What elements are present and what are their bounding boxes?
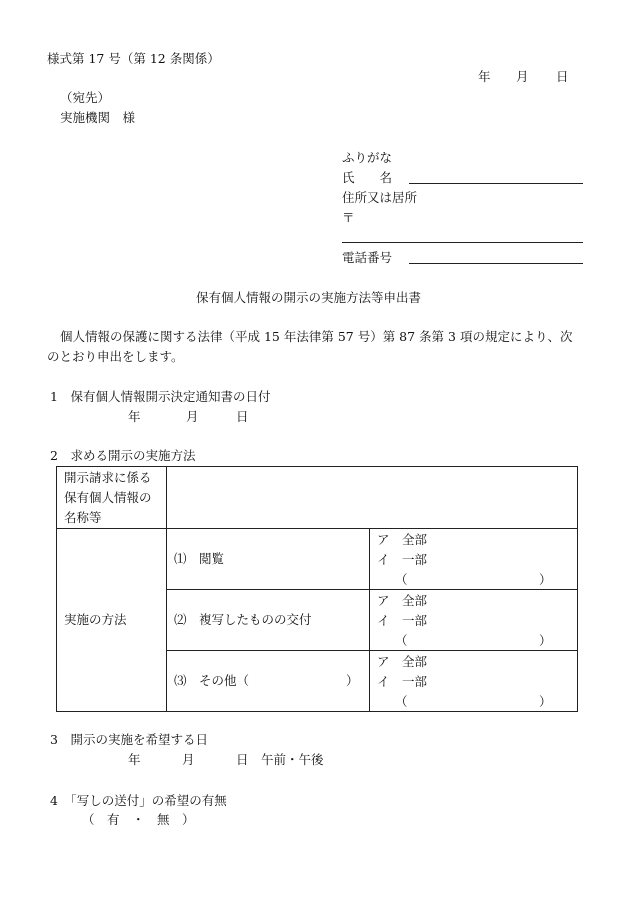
addressee: 実施機関 様 bbox=[60, 110, 136, 125]
method-2-paren-open: （ bbox=[395, 633, 408, 648]
section1-heading: 1 保有個人情報開示決定通知書の日付 bbox=[50, 389, 271, 404]
method-3-option-all[interactable]: ア 全部 bbox=[377, 654, 428, 669]
name-field[interactable] bbox=[409, 183, 583, 184]
method-1-paren-open: （ bbox=[395, 572, 408, 587]
method-1-options[interactable] bbox=[370, 529, 578, 590]
furigana-label: ふりがな bbox=[342, 150, 393, 165]
phone-field[interactable] bbox=[409, 263, 583, 264]
section3-month: 月 bbox=[182, 752, 195, 767]
section3-heading: 3 開示の実施を希望する日 bbox=[50, 732, 208, 747]
section1-year: 年 bbox=[128, 409, 141, 424]
info-name-label-line3: 名称等 bbox=[64, 509, 102, 525]
section3-day: 日 bbox=[236, 752, 249, 767]
method-3-paren-close: ） bbox=[539, 694, 552, 709]
date-month-label: 月 bbox=[516, 69, 529, 84]
postal-mark: 〒 bbox=[342, 210, 355, 225]
section1-day: 日 bbox=[236, 409, 249, 424]
method-1-paren-close: ） bbox=[539, 572, 552, 587]
info-name-label bbox=[57, 467, 167, 529]
address-label: 住所又は居所 bbox=[342, 190, 418, 205]
method-3-label-close: ） bbox=[346, 673, 359, 688]
form-number: 様式第 17 号（第 12 条関係） bbox=[47, 51, 220, 66]
method-2-option-part[interactable]: イ 一部 bbox=[377, 613, 428, 628]
method-1-label: ⑴ 閲覧 bbox=[167, 529, 370, 590]
method-2-option-all[interactable]: ア 全部 bbox=[377, 593, 428, 608]
method-3-options[interactable] bbox=[370, 651, 578, 712]
info-name-label-line1: 開示請求に係る bbox=[64, 469, 152, 485]
date-day-label: 日 bbox=[556, 69, 569, 84]
address-field[interactable] bbox=[342, 242, 583, 243]
intro-line-2: のとおり申出をします。 bbox=[47, 349, 184, 364]
info-name-field[interactable] bbox=[167, 467, 578, 529]
intro-line-1: 個人情報の保護に関する法律（平成 15 年法律第 57 号）第 87 条第 3 項の規定により、次 bbox=[60, 329, 573, 344]
section3-ampm[interactable]: 午前・午後 bbox=[261, 752, 324, 767]
method-2-options[interactable] bbox=[370, 590, 578, 651]
method-2-paren-close: ） bbox=[539, 633, 552, 648]
section3-year: 年 bbox=[128, 752, 141, 767]
date-year-label: 年 bbox=[478, 69, 491, 84]
method-3-cell bbox=[167, 651, 370, 712]
section4-choice[interactable]: （ 有 ・ 無 ） bbox=[82, 812, 195, 827]
info-name-label-line2: 保有個人情報の bbox=[64, 489, 152, 505]
method-3-option-part[interactable]: イ 一部 bbox=[377, 674, 428, 689]
section4-heading: 4 「写しの送付」の希望の有無 bbox=[50, 793, 227, 808]
method-table bbox=[56, 466, 578, 712]
section2-heading: 2 求める開示の実施方法 bbox=[50, 448, 196, 463]
method-3-paren-open: （ bbox=[395, 694, 408, 709]
method-1-option-part[interactable]: イ 一部 bbox=[377, 552, 428, 567]
name-label: 氏 名 bbox=[342, 170, 393, 185]
phone-label: 電話番号 bbox=[342, 250, 393, 265]
document-title: 保有個人情報の開示の実施方法等申出書 bbox=[196, 290, 422, 305]
method-2-label: ⑵ 複写したものの交付 bbox=[167, 590, 370, 651]
section1-month: 月 bbox=[186, 409, 199, 424]
method-label: 実施の方法 bbox=[57, 529, 167, 712]
addressee-label: （宛先） bbox=[60, 90, 111, 105]
method-3-label: ⑶ その他（ bbox=[174, 673, 250, 688]
method-1-option-all[interactable]: ア 全部 bbox=[377, 532, 428, 547]
